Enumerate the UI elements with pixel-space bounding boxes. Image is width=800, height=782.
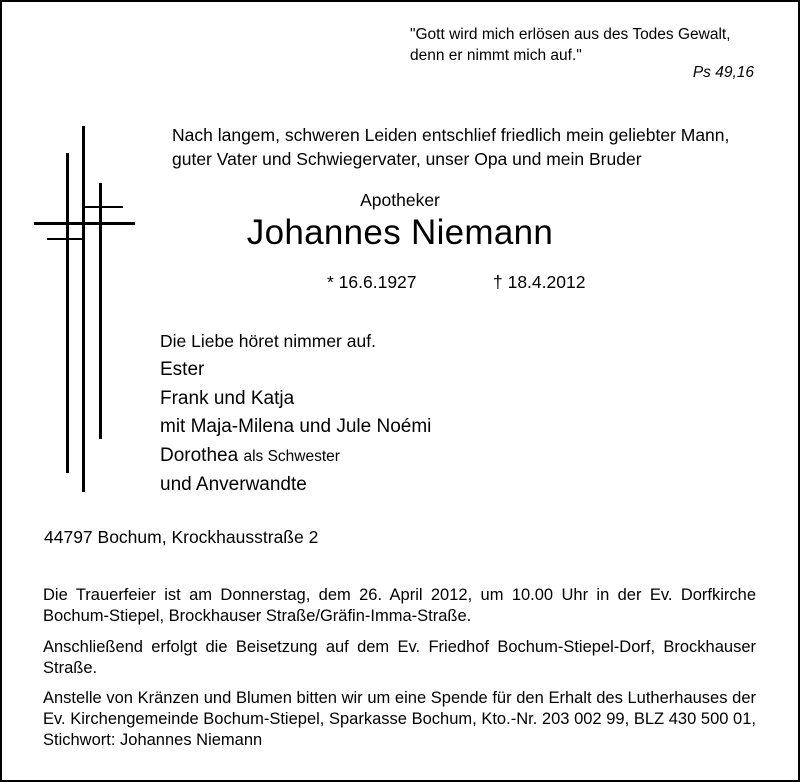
mourners-list — [160, 356, 431, 500]
bible-quote — [410, 24, 731, 66]
announcement-line-1: Nach langem, schweren Leiden entschlief friedlich mein geliebter Mann, — [172, 125, 730, 145]
bible-quote-line-2: denn er nimmt mich auf." — [410, 47, 582, 64]
mourner-line — [160, 442, 431, 472]
family-address: 44797 Bochum, Krockhausstraße 2 — [44, 527, 319, 547]
announcement-text — [172, 123, 729, 171]
funeral-service-paragraph: Die Trauerfeier ist am Donnerstag, dem 26. April 2012, um 10.00 Uhr in der Ev. Dorfkirche Bochum-Stiepel, Brockhauser Straße/Gräfin-Imma-Straße. — [43, 586, 756, 625]
mourner-sister-name: Dorothea — [160, 444, 239, 466]
bible-quote-line-1: "Gott wird mich erlösen aus des Todes Gewalt, — [410, 26, 731, 43]
motto: Die Liebe höret nimmer auf. — [160, 331, 376, 351]
deceased-profession: Apotheker — [360, 190, 440, 210]
death-date: † 18.4.2012 — [493, 272, 586, 292]
burial-paragraph: Anschließend erfolgt die Beisetzung auf dem Ev. Friedhof Bochum-Stiepel-Dorf, Brockhauser Straße. — [43, 638, 756, 677]
donation-paragraph: Anstelle von Kränzen und Blumen bitten wir um eine Spende für den Erhalt des Lutherhauses der Ev. Kirchengemeinde Bochum-Stiepel, Sparkasse Bochum, Kto.-Nr. 203 002 99, BLZ 430 500 01, Stichwort: Johannes Niemann — [43, 689, 756, 749]
birth-date: * 16.6.1927 — [327, 272, 417, 292]
announcement-line-2: guter Vater und Schwiegervater, unser Opa und mein Bruder — [172, 149, 642, 169]
deceased-name: Johannes Niemann — [246, 213, 554, 252]
mourner-line: mit Maja-Milena und Jule Noémi — [160, 416, 432, 437]
mourner-line: und Anverwandte — [160, 474, 307, 495]
cross-vertical-long — [82, 126, 85, 492]
mourner-line: Frank und Katja — [160, 387, 295, 409]
mourner-line: Ester — [160, 359, 205, 380]
bible-quote-reference: Ps 49,16 — [692, 64, 754, 81]
mourner-sister-relation: als Schwester — [243, 447, 340, 465]
